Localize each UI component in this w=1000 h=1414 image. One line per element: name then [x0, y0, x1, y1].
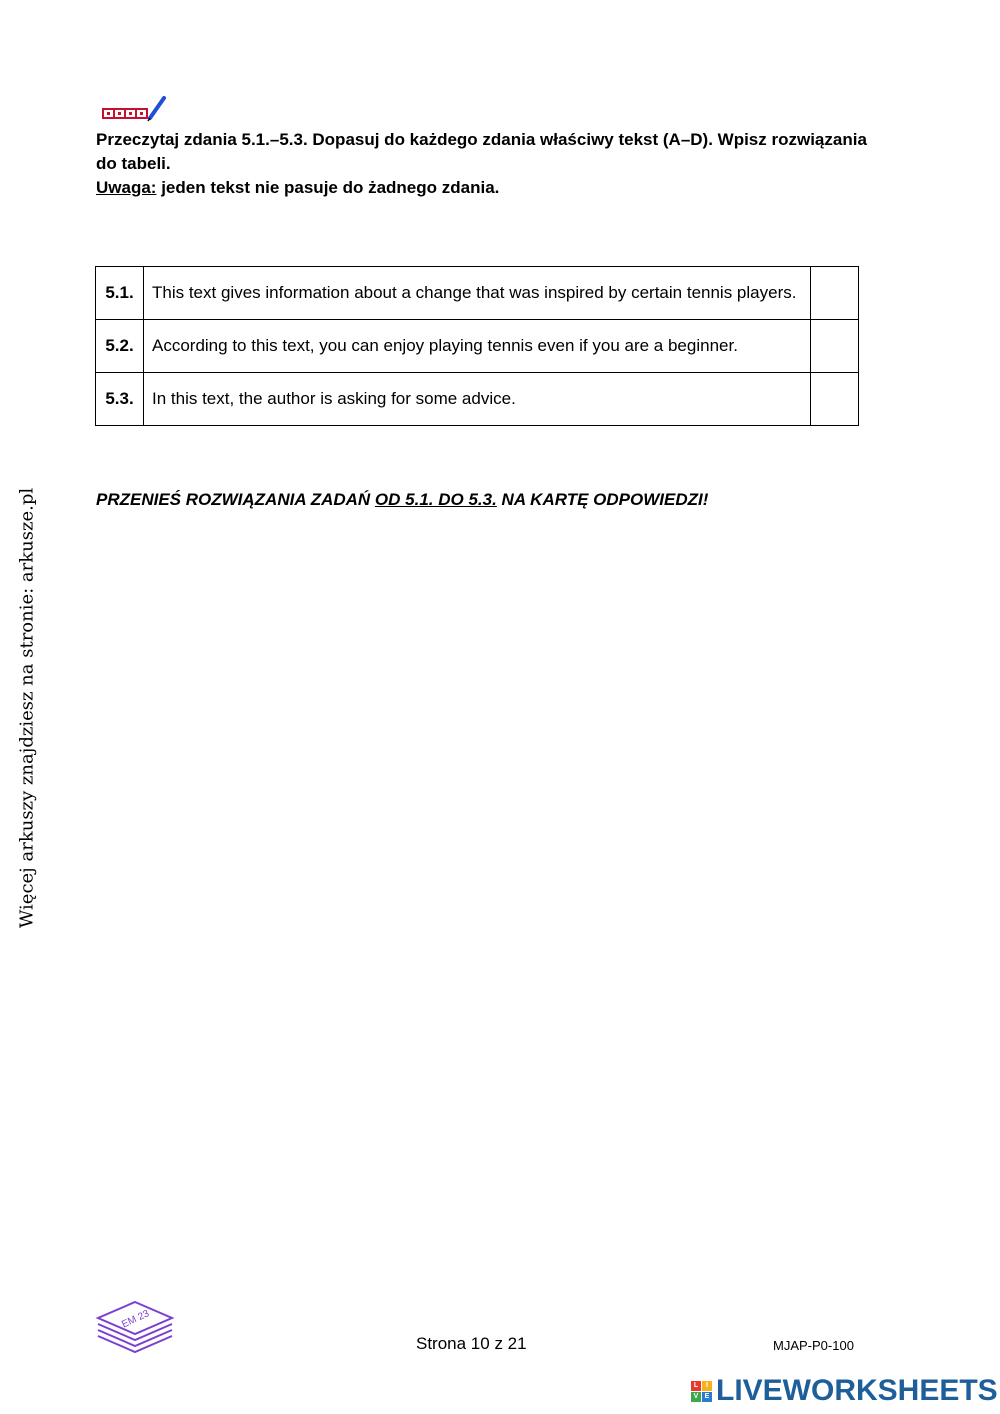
row-sentence: This text gives information about a change that was inspired by certain tennis players. [144, 267, 811, 320]
transfer-part3: NA KARTĘ ODPOWIEDZI! [496, 490, 709, 509]
transfer-notice [96, 490, 708, 510]
liveworksheets-logo [691, 1374, 998, 1408]
instruction-text: Przeczytaj zdania 5.1.–5.3. Dopasuj do każdego zdania właściwy tekst (A–D). Wpisz rozwiązania do tabeli. [96, 130, 867, 173]
lw-letter: V [691, 1392, 701, 1402]
row-number: 5.3. [96, 373, 144, 426]
lw-letter: L [691, 1381, 701, 1391]
note-label: Uwaga: [96, 178, 157, 197]
table-row [96, 320, 859, 373]
logo-text: EM 23 [120, 1308, 152, 1331]
stacked-layers-logo [94, 1300, 176, 1354]
lw-letter: I [702, 1381, 712, 1391]
row-sentence: According to this text, you can enjoy playing tennis even if you are a beginner. [144, 320, 811, 373]
instruction-note [96, 176, 876, 200]
transfer-range: OD 5.1. DO 5.3. [374, 490, 497, 509]
liveworksheets-icon [691, 1381, 712, 1402]
matching-table [95, 266, 859, 426]
row-number: 5.1. [96, 267, 144, 320]
side-watermark-text: Więcej arkuszy znajdziesz na stronie: arkusze.pl [16, 487, 38, 929]
page-number: Strona 10 z 21 [416, 1334, 527, 1353]
table-row [96, 373, 859, 426]
answer-cell[interactable] [811, 320, 859, 373]
note-text: jeden tekst nie pasuje do żadnego zdania. [156, 178, 500, 197]
keyboard-pen-icon [102, 96, 168, 122]
row-number: 5.2. [96, 320, 144, 373]
row-sentence: In this text, the author is asking for some advice. [144, 373, 811, 426]
lw-letter: E [702, 1392, 712, 1402]
answer-cell[interactable] [811, 267, 859, 320]
answer-cell[interactable] [811, 373, 859, 426]
exam-code: MJAP-P0-100 [773, 1338, 854, 1353]
liveworksheets-text: LIVEWORKSHEETS [716, 1374, 998, 1407]
table-row [96, 267, 859, 320]
task-instructions [96, 128, 876, 200]
transfer-part1: PRZENIEŚ ROZWIĄZANIA ZADAŃ [96, 490, 375, 509]
